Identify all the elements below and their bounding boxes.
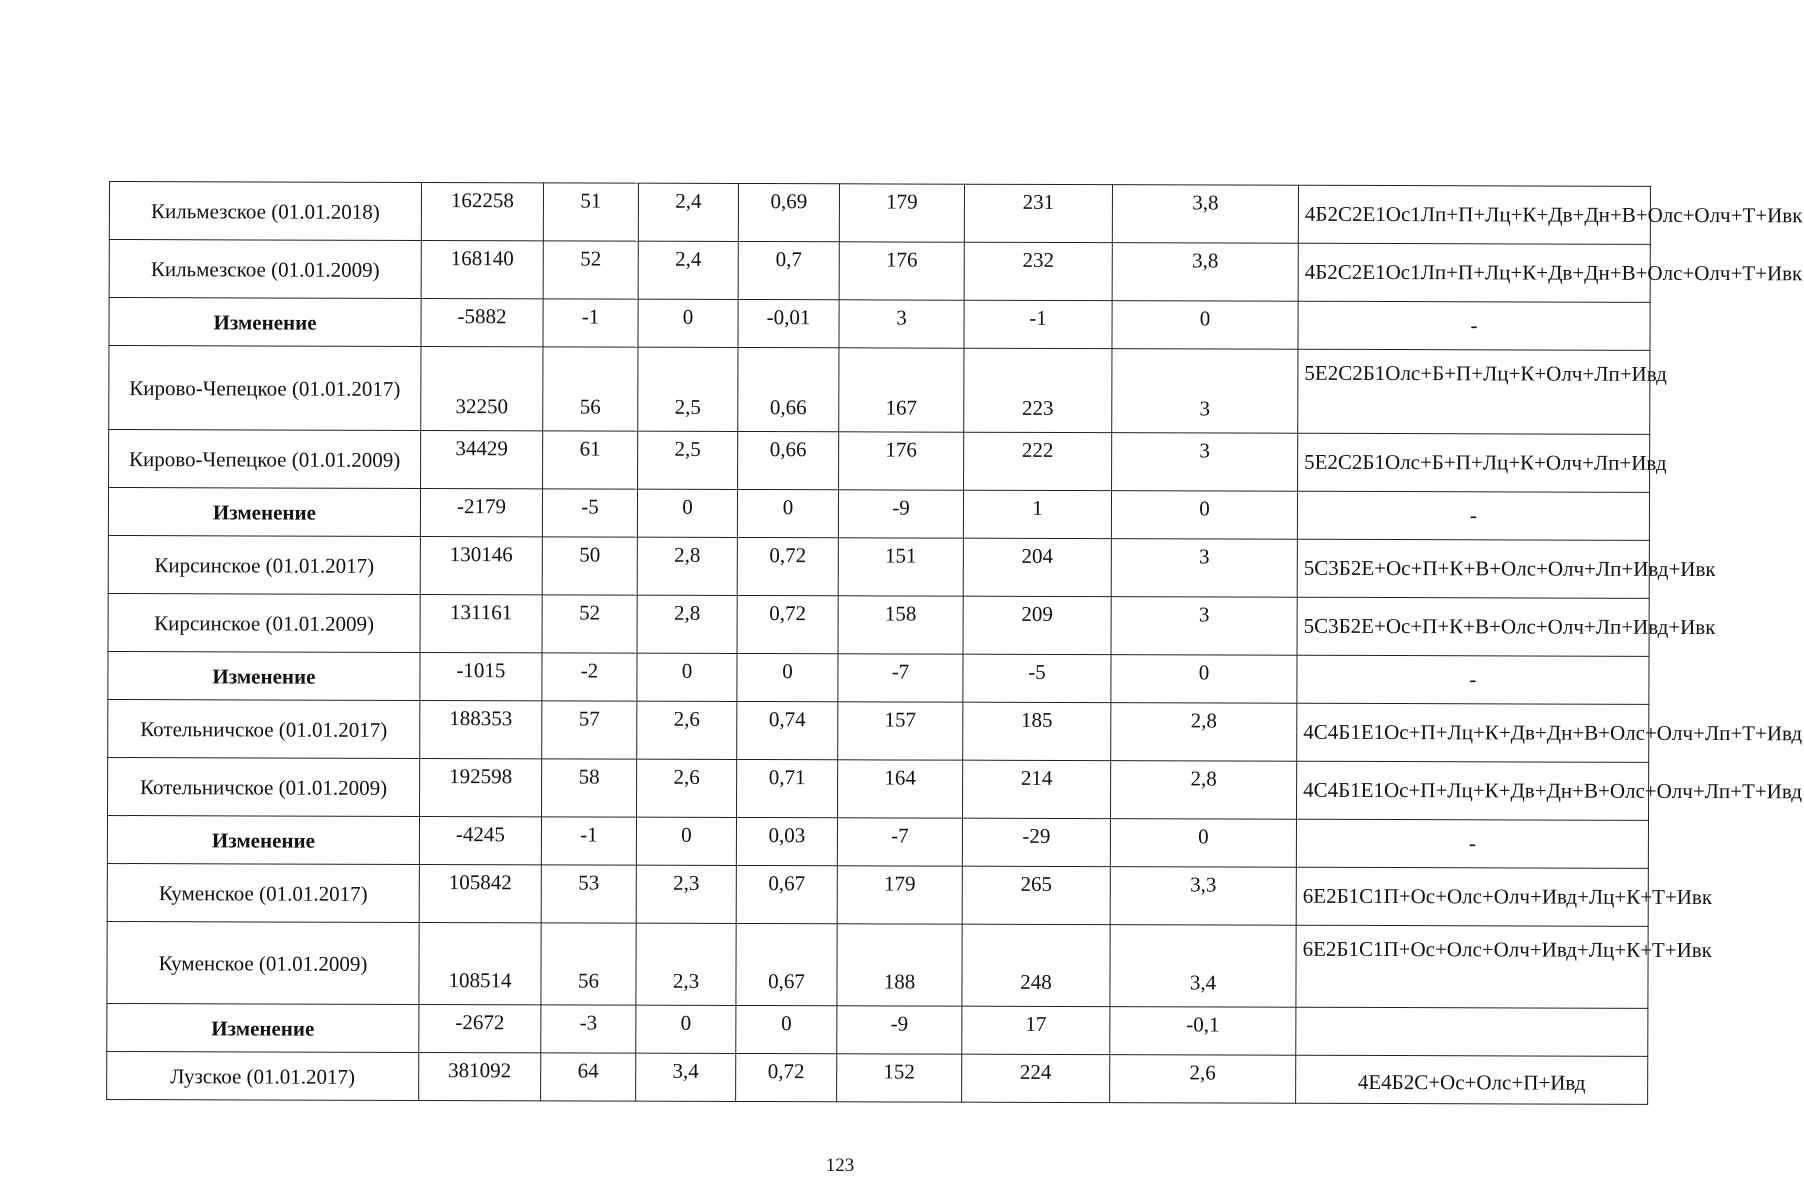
table-body: [107, 182, 1803, 1105]
table-row: [109, 240, 1650, 303]
class-cell: 0: [636, 817, 736, 865]
density-cell: 0,72: [737, 595, 838, 653]
composition-cell: 5С3Б2Е+Ос+П+К+В+Олс+Олч+Лп+Ивд+Ивк: [1297, 539, 1649, 598]
mature-stock-cell: 223: [964, 348, 1112, 432]
area-cell: 32250: [421, 346, 543, 430]
row-label: Лузское (01.01.2017): [107, 1051, 419, 1100]
composition-cell: 5С3Б2Е+Ос+П+К+В+Олс+Олч+Лп+Ивд+Ивк: [1297, 597, 1649, 656]
mature-stock-cell: 209: [963, 596, 1111, 654]
density-cell: 0,66: [738, 431, 839, 489]
row-label: Кильмезское (01.01.2018): [109, 182, 421, 241]
density-cell: 0,67: [736, 865, 837, 923]
composition-cell: -: [1296, 819, 1648, 868]
growth-cell: 3: [1112, 433, 1298, 492]
table-row: [108, 651, 1649, 704]
area-cell: 168140: [421, 240, 543, 298]
forest-statistics-table: [106, 181, 1803, 1105]
area-cell: -2672: [419, 1004, 541, 1052]
area-cell: 108514: [419, 922, 541, 1004]
age-cell: 52: [542, 595, 637, 653]
mature-stock-cell: -5: [963, 654, 1111, 702]
class-cell: 0: [637, 653, 737, 701]
area-cell: 105842: [419, 864, 541, 922]
stock-cell: 167: [839, 348, 964, 432]
composition-cell: 6Е2Б1С1П+Ос+Олс+Олч+Ивд+Лц+К+Т+Ивк: [1296, 867, 1648, 926]
age-cell: 61: [543, 431, 638, 489]
stock-cell: -9: [838, 490, 963, 538]
growth-cell: 0: [1112, 301, 1298, 350]
class-cell: 2,6: [637, 759, 737, 817]
area-cell: 188353: [420, 700, 542, 758]
composition-cell: -: [1298, 301, 1650, 350]
density-cell: 0: [737, 489, 838, 537]
mature-stock-cell: 214: [963, 760, 1111, 818]
table-row: [107, 815, 1648, 868]
age-cell: -2: [542, 653, 637, 701]
density-cell: 0: [737, 653, 838, 701]
age-cell: 51: [543, 183, 638, 241]
density-cell: 0,67: [736, 923, 837, 1005]
area-cell: 381092: [419, 1052, 541, 1100]
growth-cell: 3: [1112, 349, 1298, 434]
density-cell: 0,72: [737, 537, 838, 595]
stock-cell: 151: [838, 538, 963, 596]
table-row: [108, 488, 1649, 541]
mature-stock-cell: 265: [962, 866, 1110, 924]
area-cell: 192598: [420, 758, 542, 816]
mature-stock-cell: 17: [962, 1006, 1110, 1054]
area-cell: -4245: [419, 816, 541, 864]
mature-stock-cell: 232: [964, 242, 1112, 300]
mature-stock-cell: 248: [962, 924, 1110, 1006]
composition-cell: 4С4Б1Е1Ос+П+Лц+К+Дв+Дн+В+Олс+Олч+Лп+Т+Ивд: [1297, 703, 1649, 762]
density-cell: 0,7: [738, 241, 839, 299]
density-cell: 0,69: [738, 183, 839, 241]
mature-stock-cell: 224: [962, 1054, 1110, 1102]
row-label: Котельничское (01.01.2017): [108, 699, 420, 758]
table-row: [108, 593, 1649, 656]
stock-cell: 3: [839, 300, 964, 348]
area-cell: 131161: [420, 594, 542, 652]
row-label: Куменское (01.01.2017): [107, 863, 419, 922]
age-cell: 58: [542, 759, 637, 817]
stock-cell: 179: [837, 866, 962, 924]
growth-cell: 0: [1110, 819, 1296, 868]
mature-stock-cell: 185: [963, 702, 1111, 760]
mature-stock-cell: -1: [964, 300, 1112, 348]
table-row: [107, 921, 1648, 1008]
row-label: Изменение: [107, 1003, 419, 1052]
row-label: Изменение: [108, 488, 420, 537]
composition-cell: 6Е2Б1С1П+Ос+Олс+Олч+Ивд+Лц+К+Т+Ивк: [1296, 925, 1648, 1008]
growth-cell: 2,6: [1110, 1055, 1296, 1104]
age-cell: 53: [541, 865, 636, 923]
growth-cell: 3,3: [1110, 867, 1296, 926]
class-cell: 2,8: [637, 537, 737, 595]
area-cell: -2179: [420, 488, 542, 536]
table-row: [109, 298, 1650, 351]
stock-cell: 179: [839, 184, 964, 242]
row-label: Кирсинское (01.01.2017): [108, 535, 420, 594]
age-cell: 57: [542, 701, 637, 759]
row-label: Изменение: [109, 298, 421, 347]
class-cell: 0: [636, 1005, 736, 1053]
class-cell: 2,3: [636, 923, 736, 1005]
row-label: Изменение: [108, 651, 420, 700]
growth-cell: 3: [1111, 539, 1297, 598]
composition-cell: -: [1297, 655, 1649, 704]
class-cell: 2,5: [638, 347, 738, 431]
class-cell: 0: [638, 299, 738, 347]
age-cell: 56: [543, 347, 638, 431]
growth-cell: 0: [1111, 655, 1297, 704]
age-cell: 56: [541, 923, 636, 1005]
density-cell: -0,01: [738, 299, 839, 347]
class-cell: 2,8: [637, 595, 737, 653]
class-cell: 3,4: [636, 1053, 736, 1101]
stock-cell: 176: [839, 432, 964, 490]
table-row: [108, 699, 1649, 762]
growth-cell: 3,8: [1112, 185, 1298, 244]
mature-stock-cell: 231: [964, 184, 1112, 242]
growth-cell: 2,8: [1111, 761, 1297, 820]
composition-cell: -: [1297, 491, 1649, 540]
row-label: Кирсинское (01.01.2009): [108, 593, 420, 652]
composition-cell: 5Е2С2Б1Олс+Б+П+Лц+К+Олч+Лп+Ивд: [1298, 349, 1650, 434]
density-cell: 0,66: [738, 347, 839, 431]
composition-cell: 4Е4Б2С+Ос+Олс+П+Ивд: [1296, 1055, 1648, 1104]
stock-cell: -9: [837, 1006, 962, 1054]
density-cell: 0,74: [737, 701, 838, 759]
stock-cell: 158: [838, 596, 963, 654]
age-cell: -1: [543, 299, 638, 347]
page-number: 123: [825, 1155, 855, 1176]
composition-cell: 4Б2С2Е1Ос1Лп+П+Лц+К+Дв+Дн+В+Олс+Олч+Т+Ивк: [1298, 243, 1650, 302]
row-label: Изменение: [107, 815, 419, 864]
age-cell: 52: [543, 241, 638, 299]
area-cell: -5882: [421, 298, 543, 346]
density-cell: 0,03: [736, 817, 837, 865]
row-label: Кирово-Чепецкое (01.01.2017): [109, 346, 421, 431]
table-row: [109, 346, 1650, 435]
growth-cell: 0: [1111, 491, 1297, 540]
stock-cell: 164: [838, 760, 963, 818]
age-cell: 50: [542, 537, 637, 595]
class-cell: 2,4: [638, 241, 738, 299]
age-cell: 64: [541, 1053, 636, 1101]
growth-cell: -0,1: [1110, 1007, 1296, 1056]
stock-cell: 152: [837, 1054, 962, 1102]
growth-cell: 3,8: [1112, 243, 1298, 302]
class-cell: 0: [637, 489, 737, 537]
stock-cell: -7: [837, 818, 962, 866]
class-cell: 2,3: [636, 865, 736, 923]
table-row: [109, 182, 1650, 245]
row-label: Куменское (01.01.2009): [107, 921, 419, 1004]
table-row: [107, 1051, 1648, 1104]
mature-stock-cell: 1: [963, 490, 1111, 538]
mature-stock-cell: -29: [962, 818, 1110, 866]
density-cell: 0,72: [736, 1053, 837, 1101]
growth-cell: 2,8: [1111, 703, 1297, 762]
composition-cell: 5Е2С2Б1Олс+Б+П+Лц+К+Олч+Лп+Ивд: [1298, 433, 1650, 492]
mature-stock-cell: 204: [963, 538, 1111, 596]
class-cell: 2,4: [638, 183, 738, 241]
row-label: Кильмезское (01.01.2009): [109, 240, 421, 299]
growth-cell: 3,4: [1110, 925, 1296, 1008]
table-row: [107, 1003, 1648, 1056]
area-cell: -1015: [420, 652, 542, 700]
stock-cell: 176: [839, 242, 964, 300]
area-cell: 130146: [420, 536, 542, 594]
row-label: Кирово-Чепецкое (01.01.2009): [109, 430, 421, 489]
table-row: [109, 430, 1650, 493]
composition-cell: 4Б2С2Е1Ос1Лп+П+Лц+К+Дв+Дн+В+Олс+Олч+Т+Ивк: [1298, 185, 1650, 244]
stock-cell: -7: [838, 654, 963, 702]
age-cell: -5: [542, 489, 637, 537]
row-label: Котельничское (01.01.2009): [108, 757, 420, 816]
table-row: [108, 757, 1649, 820]
area-cell: 162258: [421, 182, 543, 240]
composition-cell: 4С4Б1Е1Ос+П+Лц+К+Дв+Дн+В+Олс+Олч+Лп+Т+Ивд: [1297, 761, 1649, 820]
area-cell: 34429: [421, 430, 543, 488]
density-cell: 0,71: [737, 759, 838, 817]
table-row: [107, 863, 1648, 926]
growth-cell: 3: [1111, 597, 1297, 656]
density-cell: 0: [736, 1005, 837, 1053]
composition-cell: [1296, 1007, 1648, 1056]
stock-cell: 157: [838, 702, 963, 760]
stock-cell: 188: [837, 924, 962, 1006]
mature-stock-cell: 222: [964, 432, 1112, 490]
age-cell: -1: [541, 817, 636, 865]
class-cell: 2,5: [638, 431, 738, 489]
class-cell: 2,6: [637, 701, 737, 759]
age-cell: -3: [541, 1005, 636, 1053]
table-row: [108, 535, 1649, 598]
